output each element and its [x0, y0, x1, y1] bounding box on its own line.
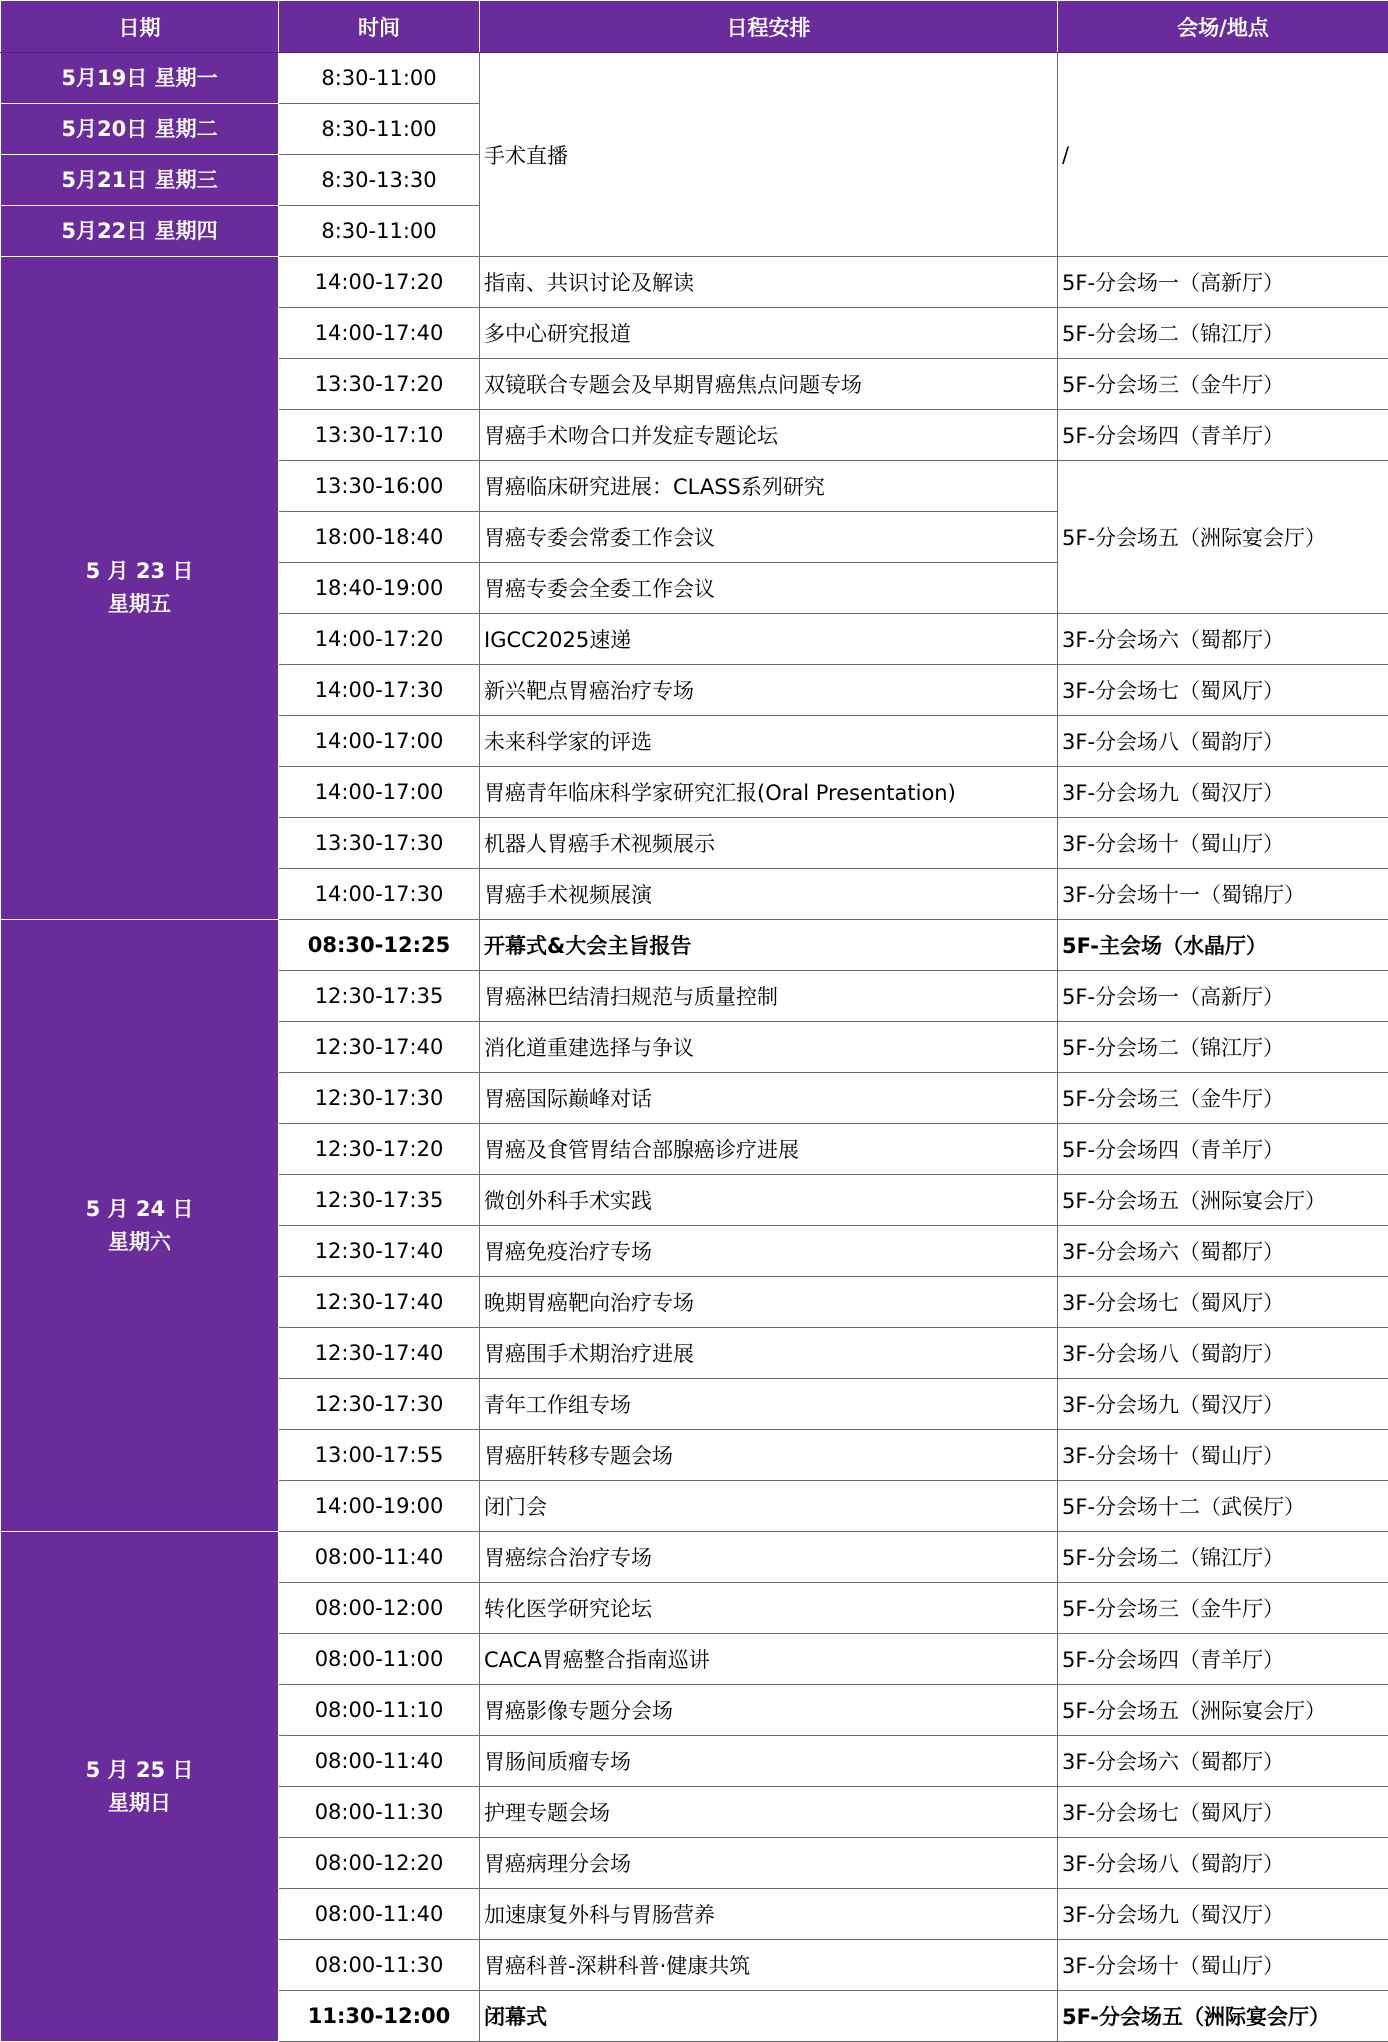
venue-cell: 5F-分会场三（金牛厅）	[1058, 359, 1388, 410]
time-cell: 08:30-12:25	[279, 920, 480, 971]
date-line: 5 月 24 日	[1, 1193, 278, 1226]
venue-cell: 3F-分会场八（蜀韵厅）	[1058, 1838, 1388, 1889]
venue-cell: 5F-分会场四（青羊厅）	[1058, 1634, 1388, 1685]
agenda-cell: 胃癌科普-深耕科普·健康共筑	[480, 1940, 1058, 1991]
venue-cell: 3F-分会场十一（蜀锦厅）	[1058, 869, 1388, 920]
agenda-cell: 胃癌综合治疗专场	[480, 1532, 1058, 1583]
agenda-cell: 胃癌专委会常委工作会议	[480, 512, 1058, 563]
time-cell: 12:30-17:30	[279, 1379, 480, 1430]
time-cell: 11:30-12:00	[279, 1991, 480, 2042]
venue-cell: 3F-分会场九（蜀汉厅）	[1058, 1889, 1388, 1940]
agenda-cell: 胃癌病理分会场	[480, 1838, 1058, 1889]
header-time: 时间	[279, 1, 480, 53]
agenda-cell: 胃癌手术吻合口并发症专题论坛	[480, 410, 1058, 461]
time-cell: 13:30-16:00	[279, 461, 480, 512]
venue-cell: 3F-分会场七（蜀风厅）	[1058, 1277, 1388, 1328]
agenda-cell: 消化道重建选择与争议	[480, 1022, 1058, 1073]
time-cell: 14:00-17:30	[279, 665, 480, 716]
venue-cell: 3F-分会场十（蜀山厅）	[1058, 1940, 1388, 1991]
table-row	[1, 920, 1388, 971]
venue-cell: 5F-分会场一（高新厅）	[1058, 971, 1388, 1022]
date-line: 5 月 25 日	[1, 1754, 278, 1787]
time-cell: 14:00-17:20	[279, 257, 480, 308]
time-cell: 8:30-11:00	[279, 206, 480, 257]
date-cell-may25	[1, 1532, 279, 2042]
venue-cell: 3F-分会场七（蜀风厅）	[1058, 665, 1388, 716]
time-cell: 08:00-11:30	[279, 1787, 480, 1838]
agenda-cell: 胃癌肝转移专题会场	[480, 1430, 1058, 1481]
agenda-cell: 胃癌淋巴结清扫规范与质量控制	[480, 971, 1058, 1022]
time-cell: 14:00-17:20	[279, 614, 480, 665]
time-cell: 13:00-17:55	[279, 1430, 480, 1481]
venue-cell: 3F-分会场八（蜀韵厅）	[1058, 716, 1388, 767]
venue-cell: 3F-分会场六（蜀都厅）	[1058, 1736, 1388, 1787]
time-cell: 13:30-17:20	[279, 359, 480, 410]
venue-cell: 5F-分会场五（洲际宴会厅）	[1058, 461, 1388, 614]
time-cell: 14:00-17:30	[279, 869, 480, 920]
agenda-cell: 胃癌临床研究进展：CLASS系列研究	[480, 461, 1058, 512]
venue-cell: 5F-分会场五（洲际宴会厅）	[1058, 1685, 1388, 1736]
agenda-cell: IGCC2025速递	[480, 614, 1058, 665]
time-cell: 12:30-17:40	[279, 1328, 480, 1379]
time-cell: 08:00-11:40	[279, 1532, 480, 1583]
agenda-cell: 微创外科手术实践	[480, 1175, 1058, 1226]
agenda-cell: 胃癌国际巅峰对话	[480, 1073, 1058, 1124]
time-cell: 14:00-17:40	[279, 308, 480, 359]
venue-cell: 5F-分会场十二（武侯厅）	[1058, 1481, 1388, 1532]
venue-cell: 5F-分会场四（青羊厅）	[1058, 410, 1388, 461]
time-cell: 12:30-17:30	[279, 1073, 480, 1124]
venue-cell: 5F-分会场二（锦江厅）	[1058, 1532, 1388, 1583]
time-cell: 08:00-12:20	[279, 1838, 480, 1889]
venue-cell: 3F-分会场七（蜀风厅）	[1058, 1787, 1388, 1838]
time-cell: 13:30-17:30	[279, 818, 480, 869]
time-cell: 14:00-19:00	[279, 1481, 480, 1532]
agenda-cell: 开幕式&大会主旨报告	[480, 920, 1058, 971]
time-cell: 18:00-18:40	[279, 512, 480, 563]
time-cell: 8:30-11:00	[279, 53, 480, 104]
time-cell: 8:30-13:30	[279, 155, 480, 206]
venue-cell: 5F-分会场三（金牛厅）	[1058, 1073, 1388, 1124]
agenda-cell: 护理专题会场	[480, 1787, 1058, 1838]
weekday-line: 星期五	[1, 588, 278, 621]
venue-cell: 5F-分会场三（金牛厅）	[1058, 1583, 1388, 1634]
agenda-cell: CACA胃癌整合指南巡讲	[480, 1634, 1058, 1685]
time-cell: 8:30-11:00	[279, 104, 480, 155]
agenda-cell: 胃癌免疫治疗专场	[480, 1226, 1058, 1277]
date-cell: 5月20日 星期二	[1, 104, 279, 155]
agenda-cell: 胃癌青年临床科学家研究汇报(Oral Presentation)	[480, 767, 1058, 818]
time-cell: 12:30-17:40	[279, 1022, 480, 1073]
agenda-cell: 多中心研究报道	[480, 308, 1058, 359]
agenda-cell: 胃癌围手术期治疗进展	[480, 1328, 1058, 1379]
agenda-cell: 双镜联合专题会及早期胃癌焦点问题专场	[480, 359, 1058, 410]
agenda-cell: 机器人胃癌手术视频展示	[480, 818, 1058, 869]
table-row	[1, 257, 1388, 308]
time-cell: 12:30-17:35	[279, 971, 480, 1022]
venue-cell: 5F-分会场二（锦江厅）	[1058, 1022, 1388, 1073]
date-cell: 5月22日 星期四	[1, 206, 279, 257]
venue-cell: 5F-主会场（水晶厅）	[1058, 920, 1388, 971]
table-row	[1, 53, 1388, 104]
table-row	[1, 1532, 1388, 1583]
time-cell: 08:00-11:40	[279, 1736, 480, 1787]
time-cell: 08:00-12:00	[279, 1583, 480, 1634]
venue-cell: 3F-分会场九（蜀汉厅）	[1058, 1379, 1388, 1430]
agenda-cell: 胃癌影像专题分会场	[480, 1685, 1058, 1736]
venue-cell: 3F-分会场六（蜀都厅）	[1058, 1226, 1388, 1277]
agenda-cell: 指南、共识讨论及解读	[480, 257, 1058, 308]
venue-cell: 5F-分会场一（高新厅）	[1058, 257, 1388, 308]
venue-cell: 3F-分会场九（蜀汉厅）	[1058, 767, 1388, 818]
agenda-cell: 胃肠间质瘤专场	[480, 1736, 1058, 1787]
agenda-cell: 未来科学家的评选	[480, 716, 1058, 767]
date-cell: 5月21日 星期三	[1, 155, 279, 206]
time-cell: 08:00-11:30	[279, 1940, 480, 1991]
date-cell-may24	[1, 920, 279, 1532]
time-cell: 18:40-19:00	[279, 563, 480, 614]
header-venue: 会场/地点	[1058, 1, 1388, 53]
weekday-line: 星期日	[1, 1787, 278, 1820]
header-date: 日期	[1, 1, 279, 53]
venue-cell: /	[1058, 53, 1388, 257]
time-cell: 12:30-17:40	[279, 1277, 480, 1328]
time-cell: 08:00-11:10	[279, 1685, 480, 1736]
header-row	[1, 1, 1388, 53]
time-cell: 13:30-17:10	[279, 410, 480, 461]
agenda-cell: 闭幕式	[480, 1991, 1058, 2042]
time-cell: 08:00-11:00	[279, 1634, 480, 1685]
agenda-cell: 胃癌及食管胃结合部腺癌诊疗进展	[480, 1124, 1058, 1175]
agenda-cell: 闭门会	[480, 1481, 1058, 1532]
weekday-line: 星期六	[1, 1226, 278, 1259]
header-agenda: 日程安排	[480, 1, 1058, 53]
agenda-cell: 新兴靶点胃癌治疗专场	[480, 665, 1058, 716]
time-cell: 14:00-17:00	[279, 767, 480, 818]
agenda-cell: 加速康复外科与胃肠营养	[480, 1889, 1058, 1940]
date-cell: 5月19日 星期一	[1, 53, 279, 104]
venue-cell: 3F-分会场六（蜀都厅）	[1058, 614, 1388, 665]
agenda-cell: 手术直播	[480, 53, 1058, 257]
agenda-cell: 转化医学研究论坛	[480, 1583, 1058, 1634]
time-cell: 12:30-17:35	[279, 1175, 480, 1226]
venue-cell: 5F-分会场二（锦江厅）	[1058, 308, 1388, 359]
agenda-cell: 晚期胃癌靶向治疗专场	[480, 1277, 1058, 1328]
agenda-cell: 胃癌专委会全委工作会议	[480, 563, 1058, 614]
venue-cell: 3F-分会场八（蜀韵厅）	[1058, 1328, 1388, 1379]
venue-cell: 5F-分会场五（洲际宴会厅）	[1058, 1175, 1388, 1226]
date-cell-may23	[1, 257, 279, 920]
time-cell: 12:30-17:40	[279, 1226, 480, 1277]
agenda-cell: 胃癌手术视频展演	[480, 869, 1058, 920]
venue-cell: 5F-分会场四（青羊厅）	[1058, 1124, 1388, 1175]
time-cell: 08:00-11:40	[279, 1889, 480, 1940]
venue-cell: 5F-分会场五（洲际宴会厅）	[1058, 1991, 1388, 2042]
date-line: 5 月 23 日	[1, 555, 278, 588]
agenda-cell: 青年工作组专场	[480, 1379, 1058, 1430]
time-cell: 12:30-17:20	[279, 1124, 480, 1175]
venue-cell: 3F-分会场十（蜀山厅）	[1058, 1430, 1388, 1481]
time-cell: 14:00-17:00	[279, 716, 480, 767]
venue-cell: 3F-分会场十（蜀山厅）	[1058, 818, 1388, 869]
